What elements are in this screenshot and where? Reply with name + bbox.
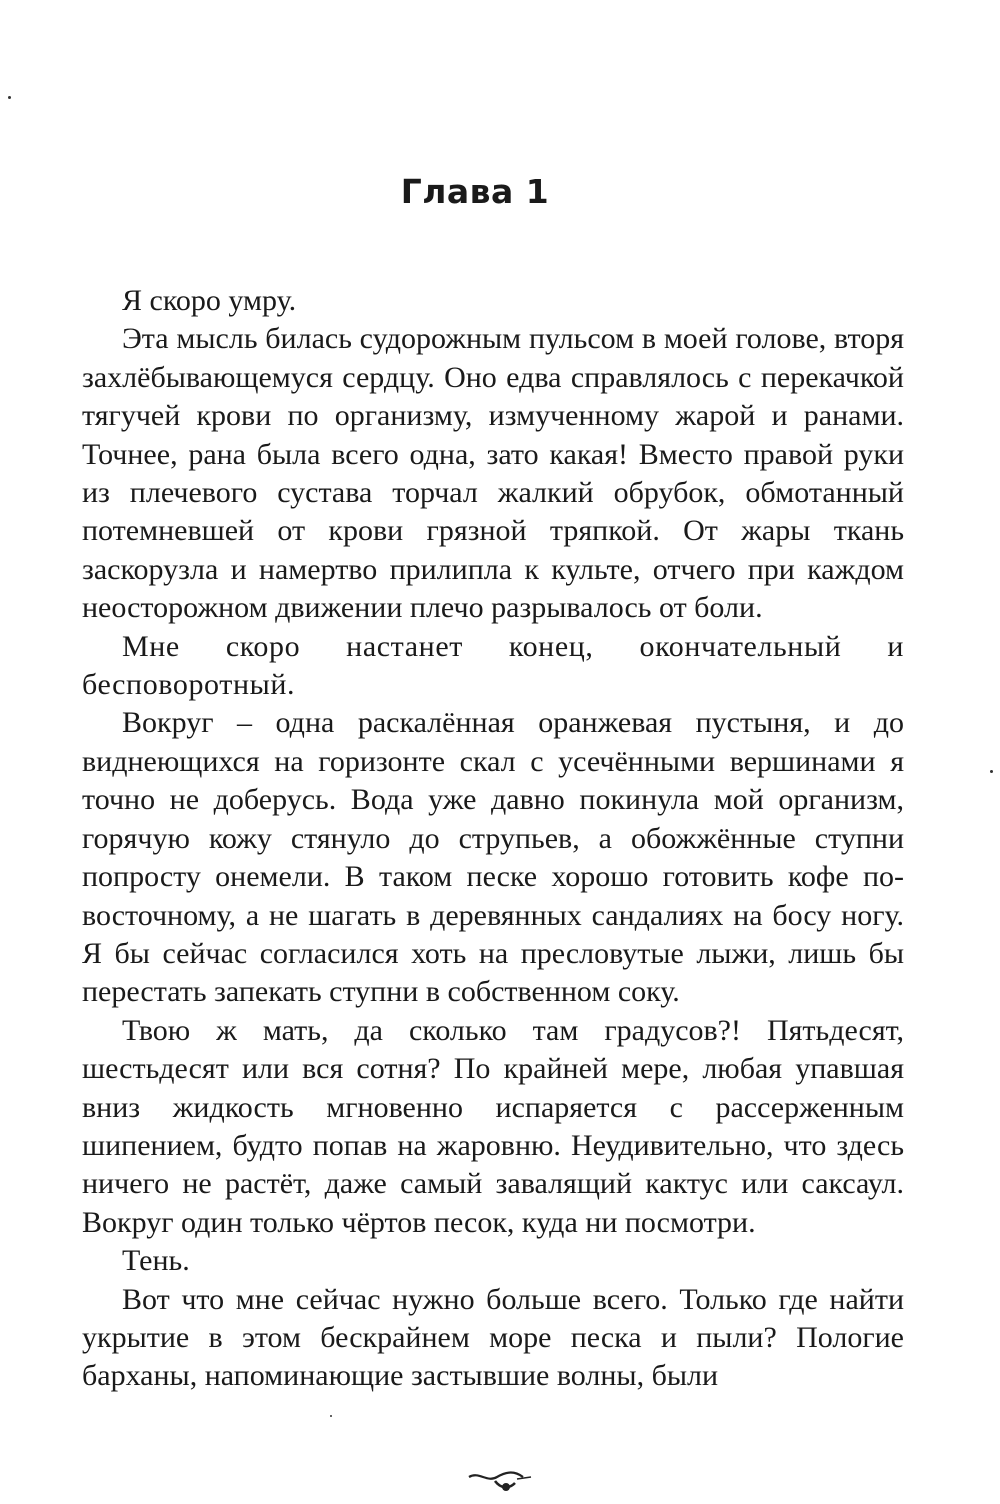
paragraph-1: Я скоро умру. — [122, 284, 297, 317]
chapter-title: Глава 1 — [400, 172, 550, 211]
paragraph-6: Тень. — [122, 1244, 190, 1278]
paragraph-5: Твою ж мать, да сколько там градусов?! Пятьдесят, шестьдесят или вся сотня? По крайней мере, любая упавшая вниз жидкость мгновенно испаряется с рассерженным шипением, будто попав на жаровню. Неудивительно, что здесь ничего не растёт, даже самый завалящий кактус или саксаул. Вокруг один только чёртов песок, куда ни посмотри. — [82, 1013, 904, 1239]
paragraph-7: Вот что мне сейчас нужно больше всего. Только где найти укрытие в этом бескрайнем море песка и пыли? Пологие барханы, напоминающие застывшие волны, были — [82, 1282, 904, 1393]
scan-speck — [990, 770, 993, 773]
paragraph-3: Мне скоро настанет конец, окончательный и бесповоротный. — [82, 629, 904, 702]
scan-speck — [8, 96, 11, 99]
paragraph-4: Вокруг – одна раскалённая оранжевая пустыня, и до виднеющихся на горизонте скал с усечёнными вершинами я точно не доберусь. Вода уже давно покинула мой организм, горячую кожу стянуло до струпьев, а обожжённые ступни попросту онемели. В таком песке хорошо готовить кофе по-восточному, а не шагать в деревянных сандалиях на босу ногу. Я бы сейчас согласился хоть на пресловутые лыжи, лишь бы перестать запекать ступни в собственном соку. — [82, 706, 904, 1009]
tilde-flourish-icon — [465, 1465, 535, 1495]
chapter-text — [82, 282, 904, 1396]
scan-speck — [330, 1415, 332, 1417]
paragraph-2: Эта мысль билась судорожным пульсом в моей голове, вторя захлёбывающемуся сердцу. Оно едва справлялось с перекачкой тягучей крови по организму, измученному жарой и ранами. Точнее, рана была всего одна, зато какая! Вместо правой руки из плечевого сустава торчал жалкий обрубок, обмотанный потемневшей от крови грязной тряпкой. От жары ткань заскорузла и намертво прилипла к культе, отчего при каждом неосторожном движении плечо разрывалось от боли. — [82, 322, 904, 625]
